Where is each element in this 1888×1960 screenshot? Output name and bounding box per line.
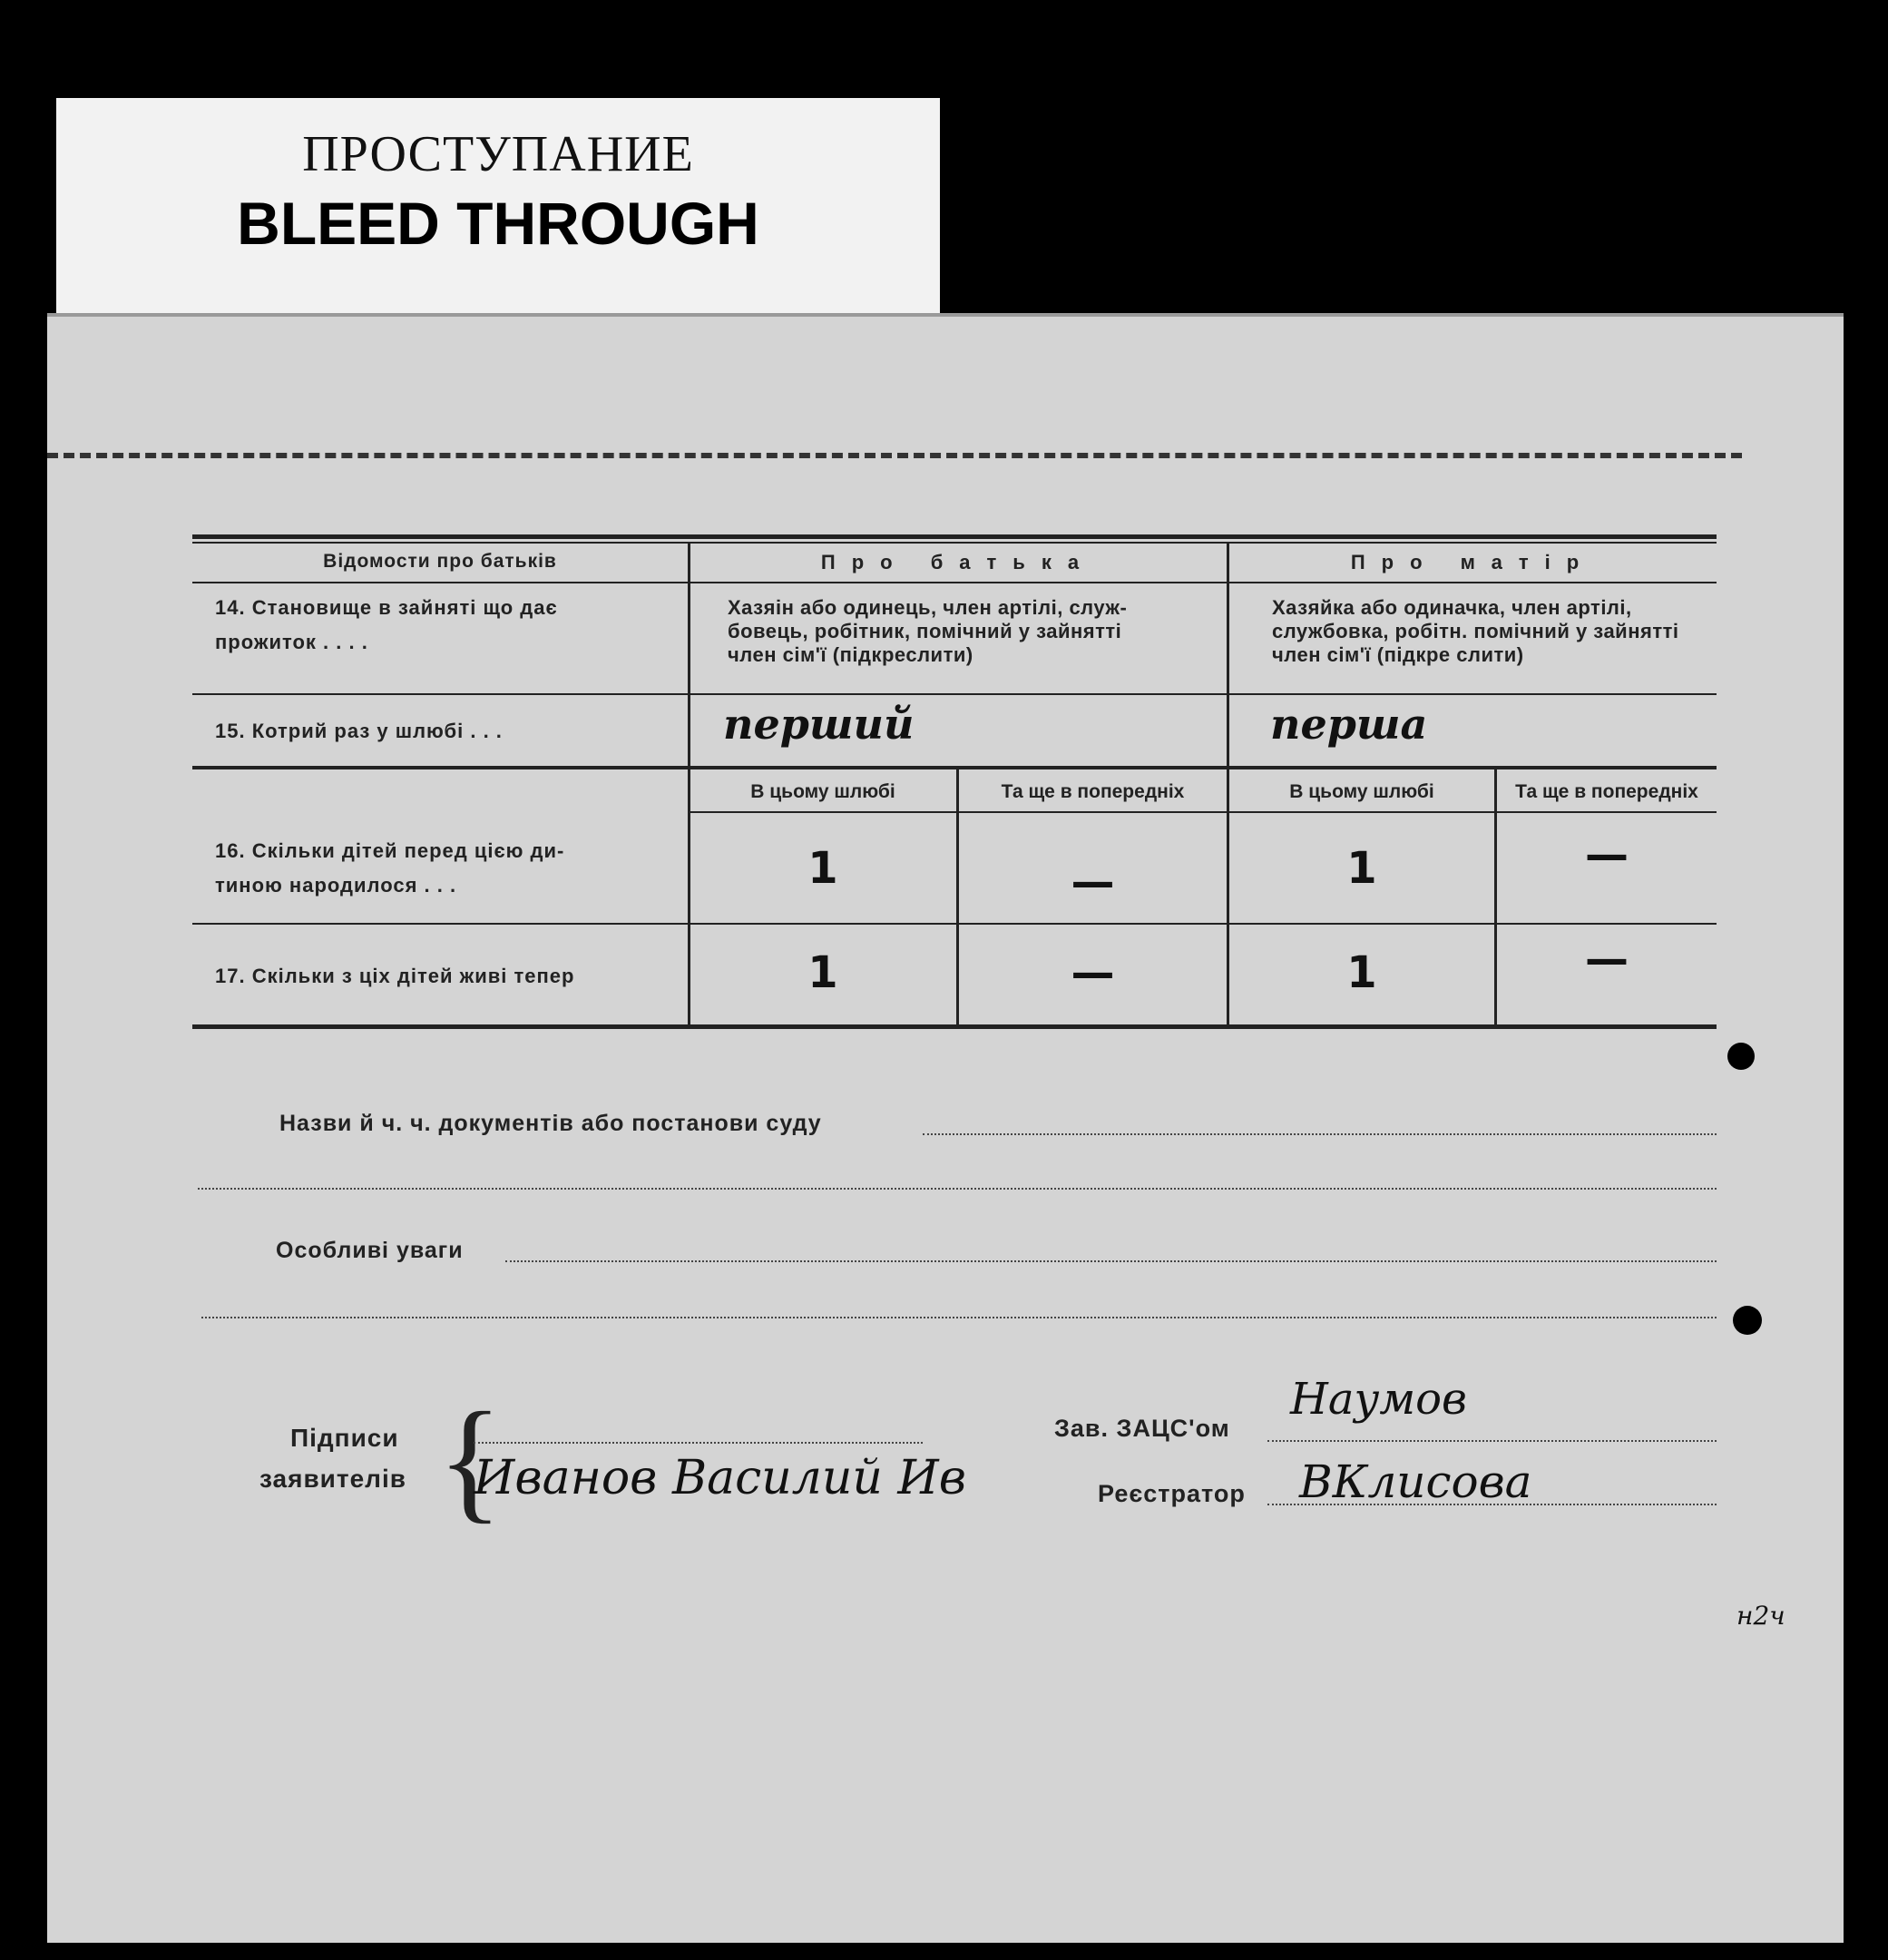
head-signature-line: [1267, 1440, 1717, 1442]
punch-hole-2: [1733, 1306, 1762, 1335]
row16-divider: [192, 923, 1717, 925]
margin-mark: н2ч: [1736, 1601, 1785, 1631]
head-signature: Наумов: [1290, 1374, 1467, 1425]
header-father: Про батька: [820, 551, 1096, 573]
row14-father-line1: Хазяін або одинець, член артілі, служ-: [728, 596, 1128, 619]
row17-mother-this: 1: [1346, 947, 1377, 998]
row14-father-line2: бовець, робітник, помічний у зайнятті: [728, 620, 1122, 642]
notes-label: Особливі уваги: [276, 1238, 464, 1263]
registrar-label: Реєстратор: [1098, 1480, 1246, 1507]
row17-father-this: 1: [807, 947, 838, 998]
row17-father-prev: —: [1071, 947, 1115, 998]
row16-mother-this: 1: [1346, 843, 1377, 894]
row17-label: 17. Скільки з ціх дітей живі тепер: [215, 965, 575, 987]
documents-line-1: [923, 1133, 1717, 1135]
label-english: BLEED THROUGH: [237, 190, 759, 257]
row15-mother-value: перша: [1270, 700, 1428, 749]
applicants-signatures-label-line1: Підписи: [290, 1424, 399, 1452]
header-mother: Про матір: [1350, 551, 1596, 573]
row14-label-line2: прожиток . . . .: [215, 631, 368, 653]
notes-line-1: [505, 1260, 1717, 1262]
row16-label-line2: тиною народилося . . .: [215, 874, 457, 897]
applicants-signatures-label-line2: заявителів: [259, 1465, 406, 1493]
applicant-signature: Иванов Василий Ив: [474, 1451, 967, 1505]
subheader-father-this: В цьому шлюбі: [750, 781, 895, 802]
row14-mother-line3: член сім'ї (підкре слити): [1272, 643, 1524, 666]
subheader-divider: [690, 811, 1717, 813]
subheader-mother-prev: Та ще в попередніх: [1515, 781, 1698, 802]
row14-father-line3: член сім'ї (підкреслити): [728, 643, 973, 666]
row16-father-prev: —: [1071, 857, 1115, 907]
row14-label-line1: 14. Становище в зайняті що дає: [215, 596, 558, 619]
row14-divider: [192, 693, 1717, 695]
row16-mother-prev: —: [1585, 829, 1629, 880]
bleed-through-label-card: [56, 98, 940, 314]
row15-father-value: перший: [723, 700, 915, 749]
row15-divider: [192, 766, 1717, 769]
perforation-line: [47, 453, 1742, 458]
table-top-border-inner: [192, 542, 1717, 544]
subheader-mother-this: В цьому шлюбі: [1289, 781, 1434, 802]
label-russian: ПРОСТУПАНИЕ: [302, 126, 694, 182]
row14-mother-line2: службовка, робітн. помічний у зайнятті: [1272, 620, 1679, 642]
registrar-signature: ВКлисова: [1299, 1455, 1532, 1508]
header-divider: [192, 582, 1717, 583]
punch-hole-1: [1727, 1043, 1755, 1070]
row16-label-line1: 16. Скільки дітей перед цією ди-: [215, 839, 565, 862]
documents-line-2: [198, 1188, 1717, 1190]
col-divider-mother-sub: [1494, 768, 1497, 1026]
row16-father-this: 1: [807, 843, 838, 894]
table-top-border: [192, 534, 1717, 539]
signature-brace: {: [437, 1385, 503, 1535]
row14-mother-line1: Хазяйка або одиначка, член артілі,: [1272, 596, 1632, 619]
row14-father-options: [728, 596, 1218, 667]
document-page: [47, 313, 1844, 1943]
row15-label: 15. Котрий раз у шлюбі . . .: [215, 720, 503, 742]
notes-line-2: [201, 1317, 1717, 1318]
table-bottom-border: [192, 1024, 1717, 1029]
row14-label: [215, 591, 678, 660]
header-parents-info: Відомости про батьків: [323, 551, 557, 572]
documents-label: Назви й ч. ч. документів або постанови суду: [279, 1111, 822, 1136]
row14-mother-options: [1272, 596, 1707, 667]
head-zags-label: Зав. ЗАЦС'ом: [1054, 1415, 1230, 1442]
applicant-signature-line: [474, 1442, 923, 1444]
row17-mother-prev: —: [1585, 934, 1629, 985]
subheader-father-prev: Та ще в попередніх: [1001, 781, 1185, 802]
row16-label: [215, 834, 678, 903]
